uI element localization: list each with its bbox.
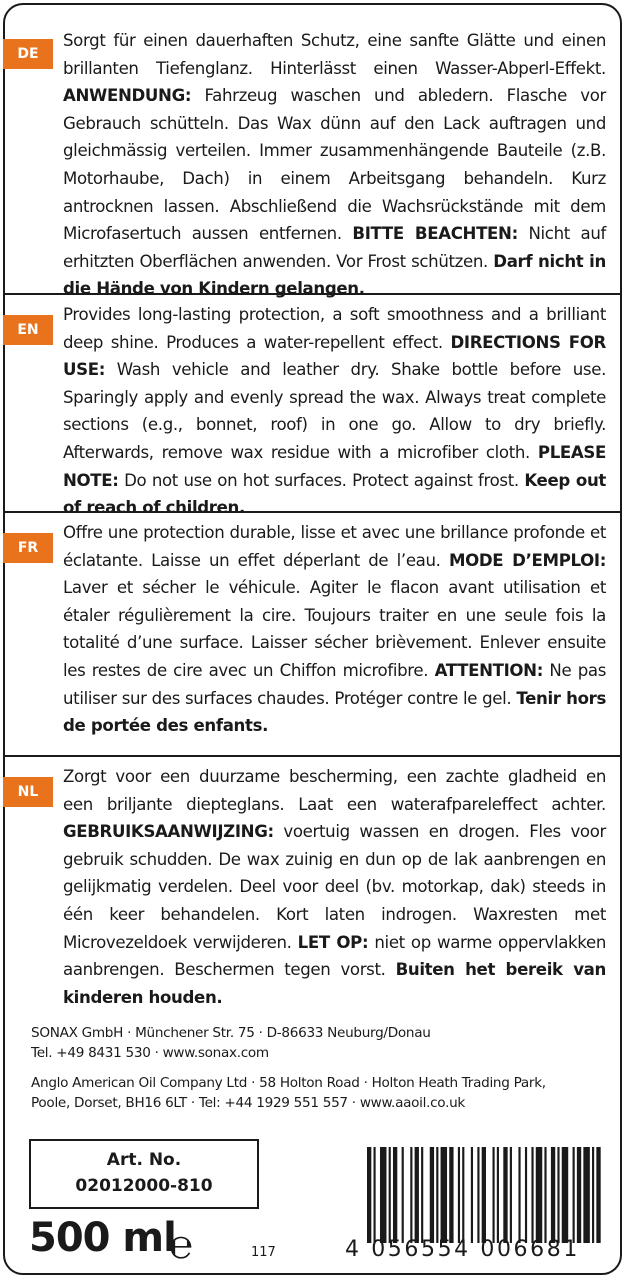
article-number: 02012000-810 [75,1176,213,1196]
barcode-bar [562,1147,568,1243]
barcode-bar [462,1147,464,1243]
barcode-bar [458,1147,460,1243]
body-text: Provides long-lasting protection, a soft smoothness and a brilliant deep shine. Produces a water-repellent effect. [63,305,606,352]
barcode-bar [518,1147,520,1243]
emphasis-text: Darf nicht in die Hände von Kindern gelangen. [63,251,606,299]
lang-tag-label: FR [17,540,39,556]
barcode-bar [393,1147,397,1243]
barcode-bar [449,1147,453,1243]
barcode-bar [482,1147,486,1243]
lang-tag-nl [3,777,53,807]
sonax-address-line: SONAX GmbH · Münchener Str. 75 · D-86633 Neuburg/Donau [31,1025,431,1041]
body-text: Laver et sécher le véhicule. Agiter le flacon avant utilisation et étaler régulièrement la cire. Toujours traiter en une seule fois la totalité d’une surface. Laisser sécher brièvement. Enlever ensuite les restes de cire avec un Chiffon microfibre. [63,578,606,680]
estimated-sign-icon: ℮ [169,1222,194,1268]
emphasis-text: DIRECTIONS FOR USE: [63,332,606,380]
section-text-fr [63,519,606,740]
emphasis-text: BITTE BEACHTEN: [352,224,518,244]
body-text: Wash vehicle and leather dry. Shake bottle before use. Sparingly apply and evenly spread the wax. Always treat complete sections (e.g., bonnet, roof) in one go. Allow to dry briefly. Afterwards, remove wax residue with a microfiber cloth. [63,360,606,462]
barcode-digits: 4 056554 006681 [345,1237,580,1262]
emphasis-text: Tenir hors de portée des enfants. [63,688,607,736]
product-label [3,3,622,1275]
section-text-en [63,301,606,522]
section-fr [5,519,620,740]
barcode-bar [389,1147,391,1243]
barcode-bar [536,1147,542,1243]
barcode-bar [525,1147,527,1243]
section-en [5,301,620,522]
lang-tag-label: NL [17,784,39,800]
emphasis-text: MODE D’EMPLOI: [448,550,607,570]
barcode-bar [583,1147,589,1243]
emphasis-text: Keep out of reach of children. [63,470,607,518]
barcode-bar [596,1147,600,1243]
barcode-bar [415,1147,419,1243]
emphasis-text: Buiten het bereik van kinderen houden. [63,960,606,1007]
body-text: niet op warme oppervlakken aanbrengen. Beschermen tegen vorst. [63,932,606,980]
emphasis-text: LET OP: [297,932,369,952]
emphasis-text: ATTENTION: [434,660,543,680]
body-text: Sorgt für einen dauerhaften Schutz, eine sanfte Glätte und einen brillanten Tiefenglanz. Hinterlässt einen Wasser-Abperl-Effekt. [63,31,606,78]
barcode-bar [410,1147,412,1243]
lang-tag-label: EN [17,322,39,338]
barcode-bar [477,1147,479,1243]
body-text: voertuig wassen en drogen. Fles voor gebruik schudden. De wax zuinig en dun op de lak aanbrengen en gelijkmatig verdelen. Deel voor deel (bv. motorkap, dak) steeds in één keer behandelen. Kort laten indrogen. Waxresten met Microvezeldoek verwijderen. [63,822,606,952]
lang-tag-en [3,315,53,345]
emphasis-text: PLEASE NOTE: [63,442,606,490]
body-text: Nicht auf erhitzten Oberflächen anwenden. Vor Frost schützen. [63,224,606,271]
importer-address-line: Anglo American Oil Company Ltd · 58 Holton Road · Holton Heath Trading Park, [31,1075,546,1091]
barcode-bar [441,1147,447,1243]
lang-tag-de [3,39,53,69]
divider [5,755,620,757]
barcode-bar [367,1147,371,1243]
barcode-bar [436,1147,438,1243]
barcode-bar [577,1147,581,1243]
barcode-bar [503,1147,507,1243]
barcode-bar [471,1147,473,1243]
lang-tag-label: DE [17,46,39,62]
section-nl [5,763,620,1011]
barcode-bar [373,1147,375,1243]
divider [5,293,620,295]
body-text: Zorgt voor een duurzame bescherming, een zachte gladheid en een briljante diepteglans. Laat een waterafpareleffect achter. [63,767,606,814]
body-text: Do not use on hot surfaces. Protect against frost. [118,470,525,490]
barcode-bar [492,1147,494,1243]
body-text: Offre une protection durable, lisse et avec une brillance profonde et éclatante. Laisse un effet déperlant de l’eau. [63,523,606,570]
batch-code: 117 [251,1245,276,1260]
barcode-bar [510,1147,512,1243]
barcode-bar [430,1147,434,1243]
barcode-bar [544,1147,546,1243]
importer-contact-line: Poole, Dorset, BH16 6LT · Tel: +44 1929 551 557 · www.aaoil.co.uk [31,1095,465,1111]
body-text: Ne pas utiliser sur des surfaces chaudes. Protéger contre le gel. [63,660,606,708]
lang-tag-fr [3,533,53,563]
sonax-address [31,1023,431,1063]
divider [5,511,620,513]
emphasis-text: GEBRUIKSAANWIJZING: [63,822,274,842]
barcode-bar [573,1147,575,1243]
volume: 500 ml [29,1215,176,1261]
barcode-bar [531,1147,533,1243]
article-number-label: Art. No. [106,1150,182,1170]
sonax-contact-line: Tel. +49 8431 530 · www.sonax.com [31,1045,269,1061]
barcode [367,1147,605,1243]
barcode-bar [421,1147,423,1243]
barcode-bar [380,1147,386,1243]
barcode-bar [402,1147,404,1243]
section-text-nl [63,763,606,1011]
barcode-bar [497,1147,499,1243]
barcode-bar [592,1147,594,1243]
body-text: Fahrzeug waschen und abledern. Flasche vor Gebrauch schütteln. Das Wax dünn auf den Lack auftragen und gleichmässig verteilen. Immer zusammenhängende Bauteile (z.B. Motorhaube, Dach) in einem Arbeitsgang behandeln. Kurz antrocknen lassen. Abschließend die Wachsrückstände mit dem Microfasertuch aussen entfernen. [63,86,606,244]
section-text-de [63,27,606,303]
barcode-bar [557,1147,559,1243]
barcode-bar [551,1147,555,1243]
importer-address [31,1073,546,1113]
emphasis-text: ANWENDUNG: [63,86,192,106]
article-number-box [29,1139,259,1209]
section-de [5,27,620,303]
